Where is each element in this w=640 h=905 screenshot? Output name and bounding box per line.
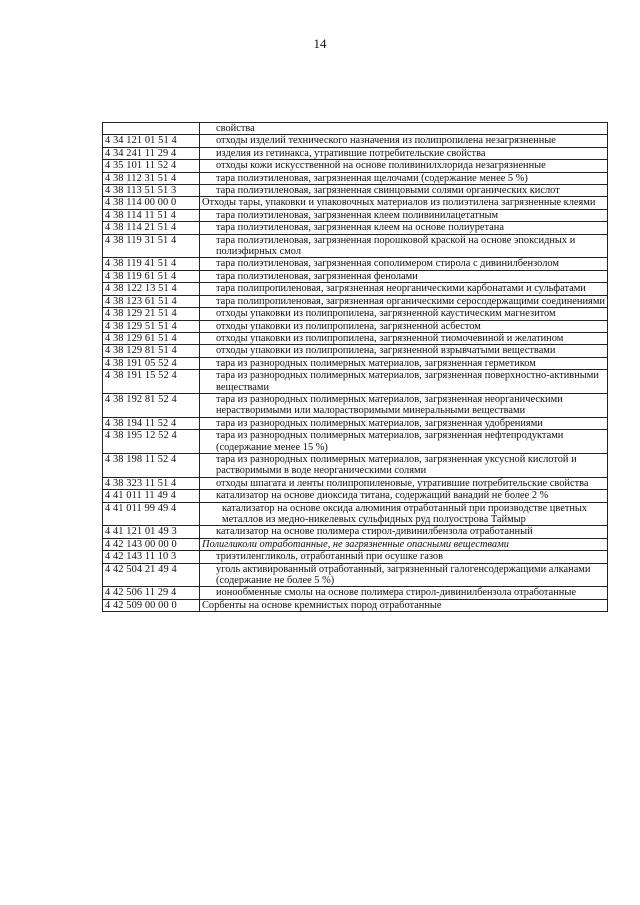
waste-code: 4 34 241 11 29 4 bbox=[103, 147, 200, 159]
waste-code: 4 38 129 81 51 4 bbox=[103, 345, 200, 357]
waste-code: 4 38 123 61 51 4 bbox=[103, 295, 200, 307]
waste-code: 4 38 191 05 52 4 bbox=[103, 357, 200, 369]
waste-name: Сорбенты на основе кремнистых пород отработанные bbox=[200, 599, 608, 611]
waste-name: отходы упаковки из полипропилена, загрязненной асбестом bbox=[200, 320, 608, 332]
table-row bbox=[103, 147, 608, 159]
table-row bbox=[103, 332, 608, 344]
waste-code: 4 38 114 00 00 0 bbox=[103, 197, 200, 209]
waste-code: 4 34 121 01 51 4 bbox=[103, 135, 200, 147]
waste-name: тара из разнородных полимерных материалов, загрязненная нефтепродуктами (содержание менее 15 %) bbox=[200, 430, 608, 454]
table-row bbox=[103, 370, 608, 394]
waste-code: 4 38 114 11 51 4 bbox=[103, 209, 200, 221]
waste-code: 4 42 143 11 10 3 bbox=[103, 551, 200, 563]
waste-code: 4 38 114 21 51 4 bbox=[103, 222, 200, 234]
table-row bbox=[103, 526, 608, 538]
waste-classification-table bbox=[102, 122, 608, 612]
table-row bbox=[103, 209, 608, 221]
waste-name: отходы шпагата и ленты полипропиленовые, утратившие потребительские свойства bbox=[200, 477, 608, 489]
table-row bbox=[103, 490, 608, 502]
table-row bbox=[103, 185, 608, 197]
waste-name: отходы упаковки из полипропилена, загрязненной взрывчатыми веществами bbox=[200, 345, 608, 357]
table-row bbox=[103, 417, 608, 429]
waste-name: тара полипропиленовая, загрязненная органическими серосодержащими соединениями bbox=[200, 295, 608, 307]
table-row bbox=[103, 283, 608, 295]
table-row bbox=[103, 123, 608, 135]
waste-name: уголь активированный отработанный, загрязненный галогенсодержащими алканами (содержание не более 5 %) bbox=[200, 563, 608, 587]
waste-code: 4 38 129 61 51 4 bbox=[103, 332, 200, 344]
waste-code: 4 35 101 11 52 4 bbox=[103, 160, 200, 172]
waste-code: 4 38 194 11 52 4 bbox=[103, 417, 200, 429]
table-row bbox=[103, 453, 608, 477]
waste-name: тара полиэтиленовая, загрязненная сополимером стирола с дивинилбензолом bbox=[200, 258, 608, 270]
waste-name: тара полиэтиленовая, загрязненная порошковой краской на основе эпоксидных и полиэфирных смол bbox=[200, 234, 608, 258]
table-row bbox=[103, 563, 608, 587]
table-row bbox=[103, 160, 608, 172]
waste-code: 4 38 122 13 51 4 bbox=[103, 283, 200, 295]
waste-name: тара полиэтиленовая, загрязненная свинцовыми солями органических кислот bbox=[200, 185, 608, 197]
waste-name: тара из разнородных полимерных материалов, загрязненная удобрениями bbox=[200, 417, 608, 429]
table-row bbox=[103, 295, 608, 307]
waste-name: тара полиэтиленовая, загрязненная щелочами (содержание менее 5 %) bbox=[200, 172, 608, 184]
waste-name: Полигликоли отработанные, не загрязненные опасными веществами bbox=[200, 538, 608, 550]
table-row bbox=[103, 135, 608, 147]
waste-name: тара полиэтиленовая, загрязненная клеем на основе полиуретана bbox=[200, 222, 608, 234]
table-row bbox=[103, 551, 608, 563]
table-row bbox=[103, 197, 608, 209]
waste-code: 4 38 323 11 51 4 bbox=[103, 477, 200, 489]
waste-code: 4 38 129 51 51 4 bbox=[103, 320, 200, 332]
waste-code: 4 38 113 51 51 3 bbox=[103, 185, 200, 197]
waste-name: отходы упаковки из полипропилена, загрязненной тиомочевиной и желатином bbox=[200, 332, 608, 344]
waste-name: катализатор на основе полимера стирол-дивинилбензола отработанный bbox=[200, 526, 608, 538]
waste-name: тара полиэтиленовая, загрязненная фенолами bbox=[200, 270, 608, 282]
waste-code: 4 42 504 21 49 4 bbox=[103, 563, 200, 587]
waste-name: тара полиэтиленовая, загрязненная клеем поливинилацетатным bbox=[200, 209, 608, 221]
table-row bbox=[103, 587, 608, 599]
table-row bbox=[103, 357, 608, 369]
waste-code: 4 42 509 00 00 0 bbox=[103, 599, 200, 611]
table-row bbox=[103, 393, 608, 417]
waste-code: 4 38 198 11 52 4 bbox=[103, 453, 200, 477]
waste-code: 4 38 119 31 51 4 bbox=[103, 234, 200, 258]
waste-name: тара полипропиленовая, загрязненная неорганическими карбонатами и сульфатами bbox=[200, 283, 608, 295]
table-row bbox=[103, 270, 608, 282]
waste-name: отходы упаковки из полипропилена, загрязненной каустическим магнезитом bbox=[200, 308, 608, 320]
table-row bbox=[103, 599, 608, 611]
waste-code: 4 41 121 01 49 3 bbox=[103, 526, 200, 538]
table-row bbox=[103, 502, 608, 526]
waste-name: катализатор на основе оксида алюминия отработанный при производстве цветных металлов из медно-никелевых сульфидных руд полуострова Таймыр bbox=[200, 502, 608, 526]
waste-code: 4 41 011 99 49 4 bbox=[103, 502, 200, 526]
waste-code: 4 38 129 21 51 4 bbox=[103, 308, 200, 320]
table-row bbox=[103, 258, 608, 270]
waste-name: катализатор на основе диоксида титана, содержащий ванадий не более 2 % bbox=[200, 490, 608, 502]
table-row bbox=[103, 345, 608, 357]
waste-code: 4 38 192 81 52 4 bbox=[103, 393, 200, 417]
waste-name: отходы изделий технического назначения из полипропилена незагрязненные bbox=[200, 135, 608, 147]
waste-name: ионообменные смолы на основе полимера стирол-дивинилбензола отработанные bbox=[200, 587, 608, 599]
waste-name: тара из разнородных полимерных материалов, загрязненная неорганическими нерастворимыми или малорастворимыми минеральными веществами bbox=[200, 393, 608, 417]
waste-code: 4 42 506 11 29 4 bbox=[103, 587, 200, 599]
waste-code: 4 38 119 41 51 4 bbox=[103, 258, 200, 270]
table-body bbox=[103, 123, 608, 612]
waste-name: тара из разнородных полимерных материалов, загрязненная герметиком bbox=[200, 357, 608, 369]
waste-code: 4 38 119 61 51 4 bbox=[103, 270, 200, 282]
table-row bbox=[103, 538, 608, 550]
waste-name: триэтиленгликоль, отработанный при осушке газов bbox=[200, 551, 608, 563]
table-row bbox=[103, 320, 608, 332]
waste-name: отходы кожи искусственной на основе поливинилхлорида незагрязненные bbox=[200, 160, 608, 172]
table-row bbox=[103, 477, 608, 489]
waste-name: тара из разнородных полимерных материалов, загрязненная поверхностно-активными веществами bbox=[200, 370, 608, 394]
page-number: 14 bbox=[313, 36, 327, 51]
waste-name: изделия из гетинакса, утратившие потребительские свойства bbox=[200, 147, 608, 159]
waste-name: свойства bbox=[200, 123, 608, 135]
waste-code: 4 41 011 11 49 4 bbox=[103, 490, 200, 502]
waste-code: 4 38 112 31 51 4 bbox=[103, 172, 200, 184]
table-row bbox=[103, 234, 608, 258]
table-row bbox=[103, 308, 608, 320]
waste-code: 4 38 195 12 52 4 bbox=[103, 430, 200, 454]
waste-name: Отходы тары, упаковки и упаковочных материалов из полиэтилена загрязненные клеями bbox=[200, 197, 608, 209]
waste-code bbox=[103, 123, 200, 135]
waste-name: тара из разнородных полимерных материалов, загрязненная уксусной кислотой и растворимыми в воде неорганическими солями bbox=[200, 453, 608, 477]
waste-code: 4 42 143 00 00 0 bbox=[103, 538, 200, 550]
waste-code: 4 38 191 15 52 4 bbox=[103, 370, 200, 394]
table-row bbox=[103, 430, 608, 454]
table-row bbox=[103, 172, 608, 184]
table-row bbox=[103, 222, 608, 234]
